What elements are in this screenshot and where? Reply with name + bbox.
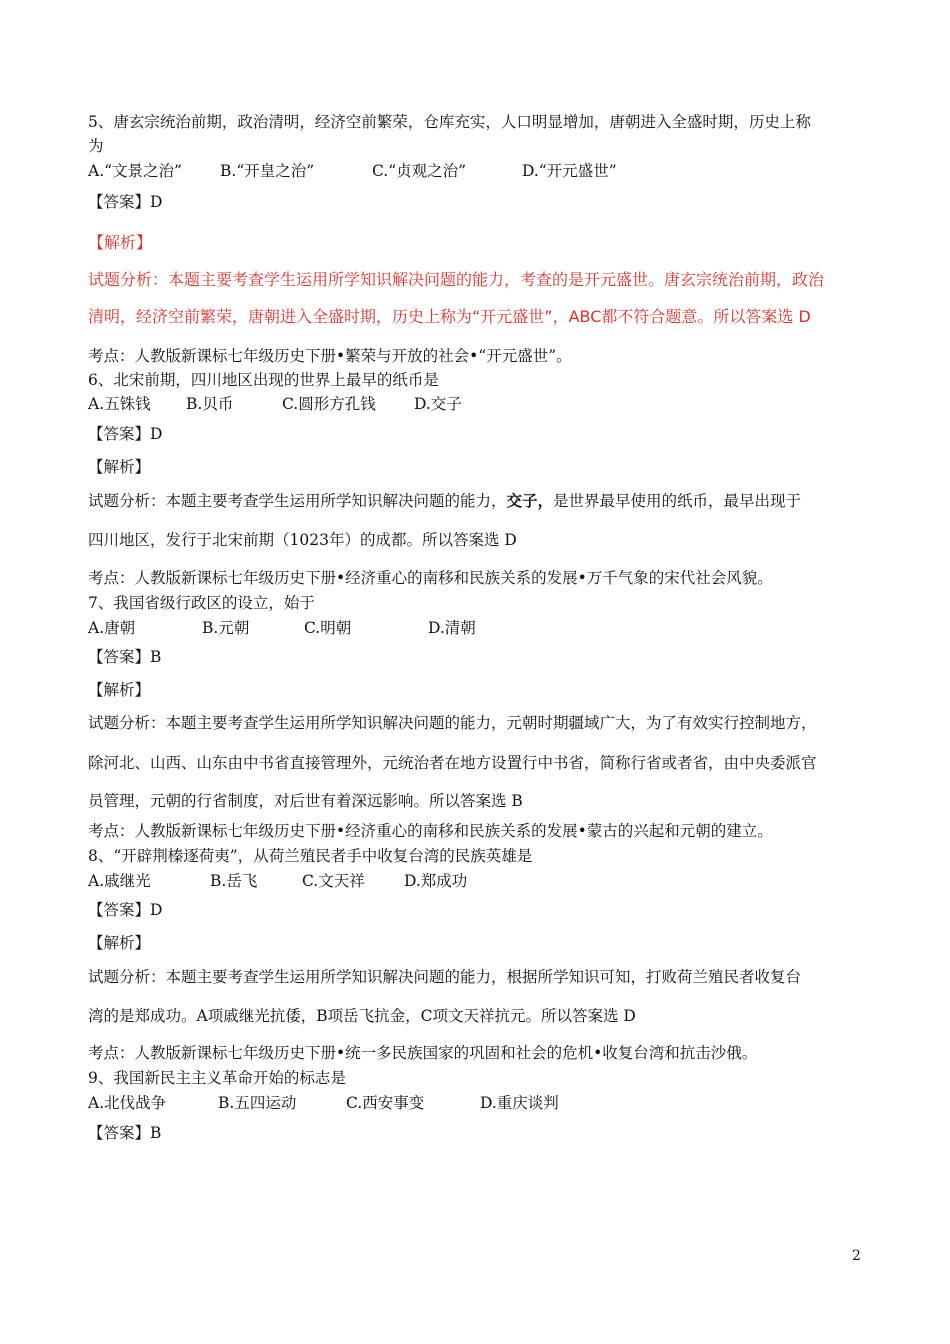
q6-option-a: A.五铢钱	[88, 395, 151, 413]
q7-stem: 7、我国省级行政区的设立，始于	[88, 594, 315, 612]
q7-option-b: B.元朝	[202, 619, 250, 637]
q5-point: 考点：人教版新课标七年级历史下册•繁荣与开放的社会•“开元盛世”。	[88, 347, 572, 365]
q8-option-b: B.岳飞	[210, 872, 258, 890]
q8-option-d: D.郑成功	[404, 872, 468, 890]
q7-options	[88, 617, 866, 639]
q9-answer: 【答案】B	[88, 1124, 162, 1142]
q6-analysis-keyword: 交子，	[506, 491, 554, 510]
q7-analysis-line3: 员管理，元朝的行省制度，对后世有着深远影响。所以答案选 B	[88, 792, 523, 810]
q6-analysis-line1	[88, 490, 866, 512]
q7-analysis-label: 【解析】	[88, 681, 151, 699]
q6-answer: 【答案】D	[88, 425, 163, 443]
q8-analysis-line1: 试题分析：本题主要考查学生运用所学知识解决问题的能力，根据所学知识可知，打败荷兰殖民者收复台	[88, 968, 802, 986]
q6-analysis-line1-pre: 试题分析：本题主要考查学生运用所学知识解决问题的能力，	[88, 492, 507, 510]
q6-point: 考点：人教版新课标七年级历史下册•经济重心的南移和民族关系的发展•万千气象的宋代社会风貌。	[88, 569, 773, 587]
q5-analysis-label: 【解析】	[88, 233, 153, 252]
q6-analysis-label: 【解析】	[88, 458, 151, 476]
q5-stem-line1: 5、唐玄宗统治前期，政治清明，经济空前繁荣，仓库充实，人口明显增加，唐朝进入全盛时期，历史上称	[88, 113, 811, 131]
q7-option-d: D.清朝	[428, 619, 476, 637]
q5-option-d: D.“开元盛世”	[522, 162, 617, 180]
q9-option-b: B.五四运动	[218, 1094, 297, 1112]
q6-option-c: C.圆形方孔钱	[282, 395, 376, 413]
q9-option-d: D.重庆谈判	[480, 1094, 559, 1112]
q6-stem: 6、北宋前期，四川地区出现的世界上最早的纸币是	[88, 371, 439, 389]
q9-options	[88, 1092, 866, 1114]
q5-stem-line2: 为	[88, 137, 104, 155]
q7-analysis-line2: 除河北、山西、山东由中书省直接管理外，元统治者在地方设置行中书省，简称行省或者省，由中央委派官	[88, 754, 817, 772]
q6-options	[88, 393, 866, 415]
q9-stem: 9、我国新民主主义革命开始的标志是	[88, 1069, 346, 1087]
q6-analysis-line2: 四川地区，发行于北宋前期（1023年）的成都。所以答案选 D	[88, 531, 517, 549]
q8-analysis-line2: 湾的是郑成功。A项戚继光抗倭，B项岳飞抗金，C项文天祥抗元。所以答案选 D	[88, 1007, 636, 1025]
q5-analysis-line1: 试题分析：本题主要考查学生运用所学知识解决问题的能力，考查的是开元盛世。唐玄宗统治前期，政治	[88, 270, 825, 289]
q8-stem: 8、“开辟荆榛逐荷夷”，从荷兰殖民者手中收复台湾的民族英雄是	[88, 847, 533, 865]
q7-answer: 【答案】B	[88, 648, 162, 666]
q6-option-b: B.贝币	[186, 395, 234, 413]
q8-options	[88, 870, 866, 892]
q5-option-b: B.“开皇之治”	[220, 162, 315, 180]
q8-answer: 【答案】D	[88, 901, 163, 919]
q8-option-a: A.戚继光	[88, 872, 151, 890]
q5-analysis-line2: 清明，经济空前繁荣，唐朝进入全盛时期，历史上称为“开元盛世”，ABC都不符合题意。所以答案选 D	[88, 307, 811, 326]
q5-answer: 【答案】D	[88, 193, 163, 211]
q5-option-a: A.“文景之治”	[88, 162, 182, 180]
q9-option-c: C.西安事变	[346, 1094, 425, 1112]
q7-analysis-line1: 试题分析：本题主要考查学生运用所学知识解决问题的能力，元朝时期疆域广大，为了有效实行控制地方，	[88, 714, 817, 732]
q8-option-c: C.文天祥	[302, 872, 365, 890]
q7-option-c: C.明朝	[304, 619, 352, 637]
q5-options	[88, 160, 866, 182]
q7-point: 考点：人教版新课标七年级历史下册•经济重心的南移和民族关系的发展•蒙古的兴起和元朝的建立。	[88, 822, 773, 840]
q9-option-a: A.北伐战争	[88, 1094, 167, 1112]
q7-option-a: A.唐朝	[88, 619, 136, 637]
q8-point: 考点：人教版新课标七年级历史下册•统一多民族国家的巩固和社会的危机•收复台湾和抗击沙俄。	[88, 1044, 758, 1062]
q5-option-c: C.“贞观之治”	[372, 162, 467, 180]
q8-analysis-label: 【解析】	[88, 934, 151, 952]
q6-option-d: D.交子	[414, 395, 462, 413]
page-number: 2	[852, 1248, 861, 1264]
q6-analysis-line1-post: 是世界最早使用的纸币，最早出现于	[553, 492, 802, 510]
